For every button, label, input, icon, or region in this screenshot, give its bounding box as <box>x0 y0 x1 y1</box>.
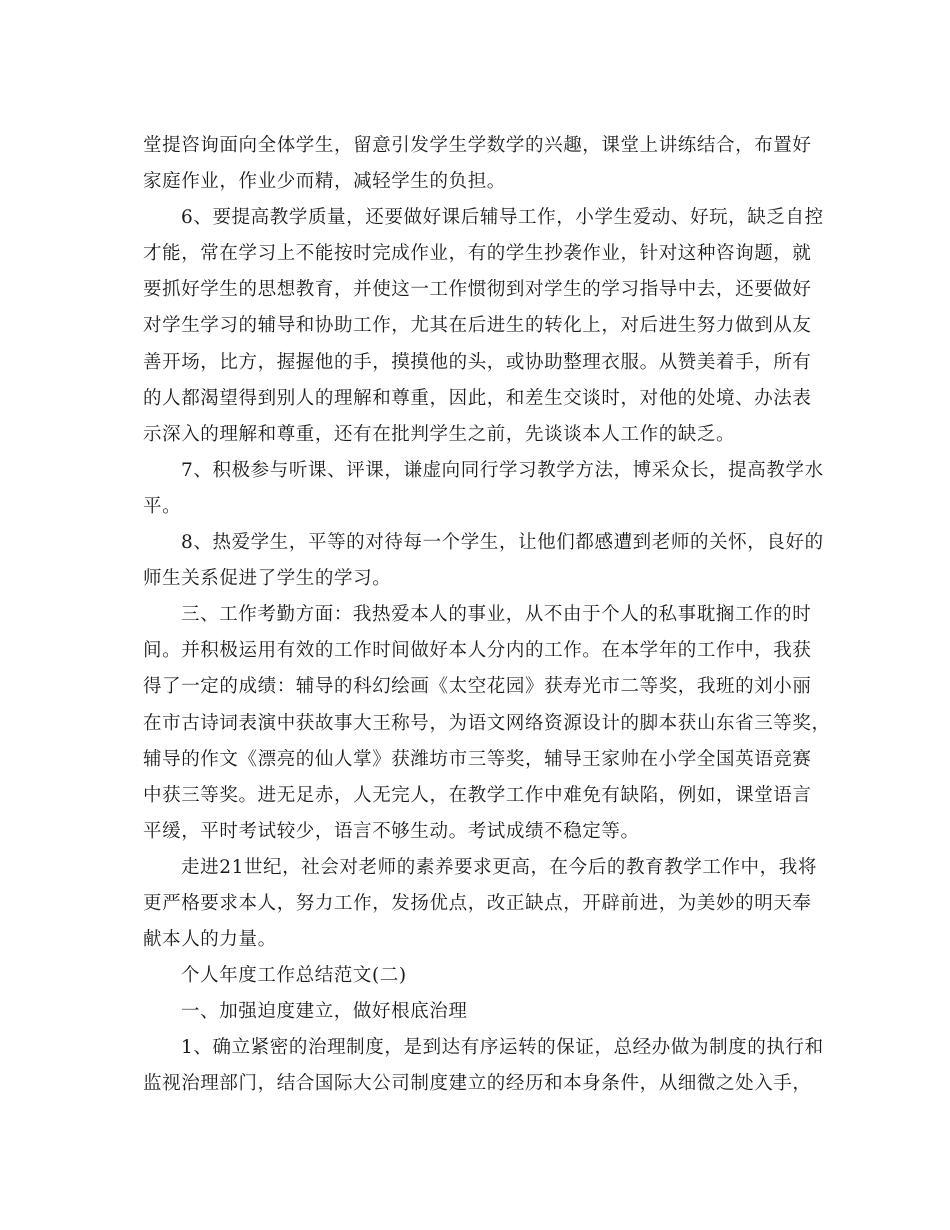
text-line: 间。并积极运用有效的工作时间做好本人分内的工作。在本学年的工作中，我获 <box>143 640 812 662</box>
text-line: 三、工作考勤方面：我热爱本人的事业，从不由于个人的私事耽搁工作的时 <box>181 604 812 626</box>
text-line: 示深入的理解和尊重，还有在批判学生之前，先谈谈本人工作的缺乏。 <box>143 423 736 445</box>
text-line: 中获三等奖。进无足赤，人无完人，在教学工作中难免有缺陷，例如，课堂语言 <box>143 784 812 806</box>
text-line: 平缓，平时考试较少，语言不够生动。考试成绩不稳定等。 <box>143 820 640 842</box>
text-line: 献本人的力量。 <box>143 929 277 951</box>
text-line: 7、积极参与听课、评课，谦虚向同行学习教学方法，博采众长，提高教学水 <box>181 459 824 481</box>
text-line: 1、确立紧密的治理制度，是到达有序运转的保证，总经办做为制度的执行和 <box>181 1037 824 1059</box>
text-line: 得了一定的成绩：辅导的科幻绘画《太空花园》获寿光市二等奖，我班的刘小丽 <box>143 676 812 698</box>
text-line: 一、加强迫度建立，做好根底治理 <box>181 1001 468 1023</box>
text-line: 对学生学习的辅导和协助工作，尤其在后进生的转化上，对后进生努力做到从友 <box>143 315 812 337</box>
text-line: 6、要提高教学质量，还要做好课后辅导工作，小学生爱动、好玩，缺乏自控 <box>181 207 824 229</box>
text-line: 走进21世纪，社会对老师的素养要求更高，在今后的教育教学工作中，我将 <box>181 856 817 878</box>
text-line: 监视治理部门，结合国际大公司制度建立的经历和本身条件，从细微之处入手， <box>143 1073 812 1095</box>
text-line: 的人都渴望得到别人的理解和尊重，因此，和差生交谈时，对他的处境、办法表 <box>143 387 812 409</box>
text-line: 善开场，比方，握握他的手，摸摸他的头，或协助整理衣服。从赞美着手，所有 <box>143 351 812 373</box>
text-line: 家庭作业，作业少而精，减轻学生的负担。 <box>143 171 506 193</box>
text-line: 平。 <box>143 495 182 517</box>
text-line: 个人年度工作总结范文(二) <box>181 965 407 987</box>
document-body <box>143 128 831 1103</box>
text-line: 要抓好学生的思想教育，并使这一工作惯彻到对学生的学习指导中去，还要做好 <box>143 279 812 301</box>
text-line: 更严格要求本人，努力工作，发扬优点，改正缺点，开辟前进，为美妙的明天奉 <box>143 892 812 914</box>
text-line: 堂提咨询面向全体学生，留意引发学生学数学的兴趣，课堂上讲练结合，布置好 <box>143 135 812 156</box>
text-line: 在市古诗词表演中获故事大王称号，为语文网络资源设计的脚本获山东省三等奖， <box>143 712 831 734</box>
text-line: 辅导的作文《漂亮的仙人掌》获潍坊市三等奖，辅导王家帅在小学全国英语竞赛 <box>143 748 812 770</box>
text-line: 师生关系促进了学生的学习。 <box>143 568 392 590</box>
text-line: 8、热爱学生，平等的对待每一个学生，让他们都感遭到老师的关怀，良好的 <box>181 532 824 554</box>
text-line: 才能，常在学习上不能按时完成作业，有的学生抄袭作业，针对这种咨询题，就 <box>143 243 812 265</box>
